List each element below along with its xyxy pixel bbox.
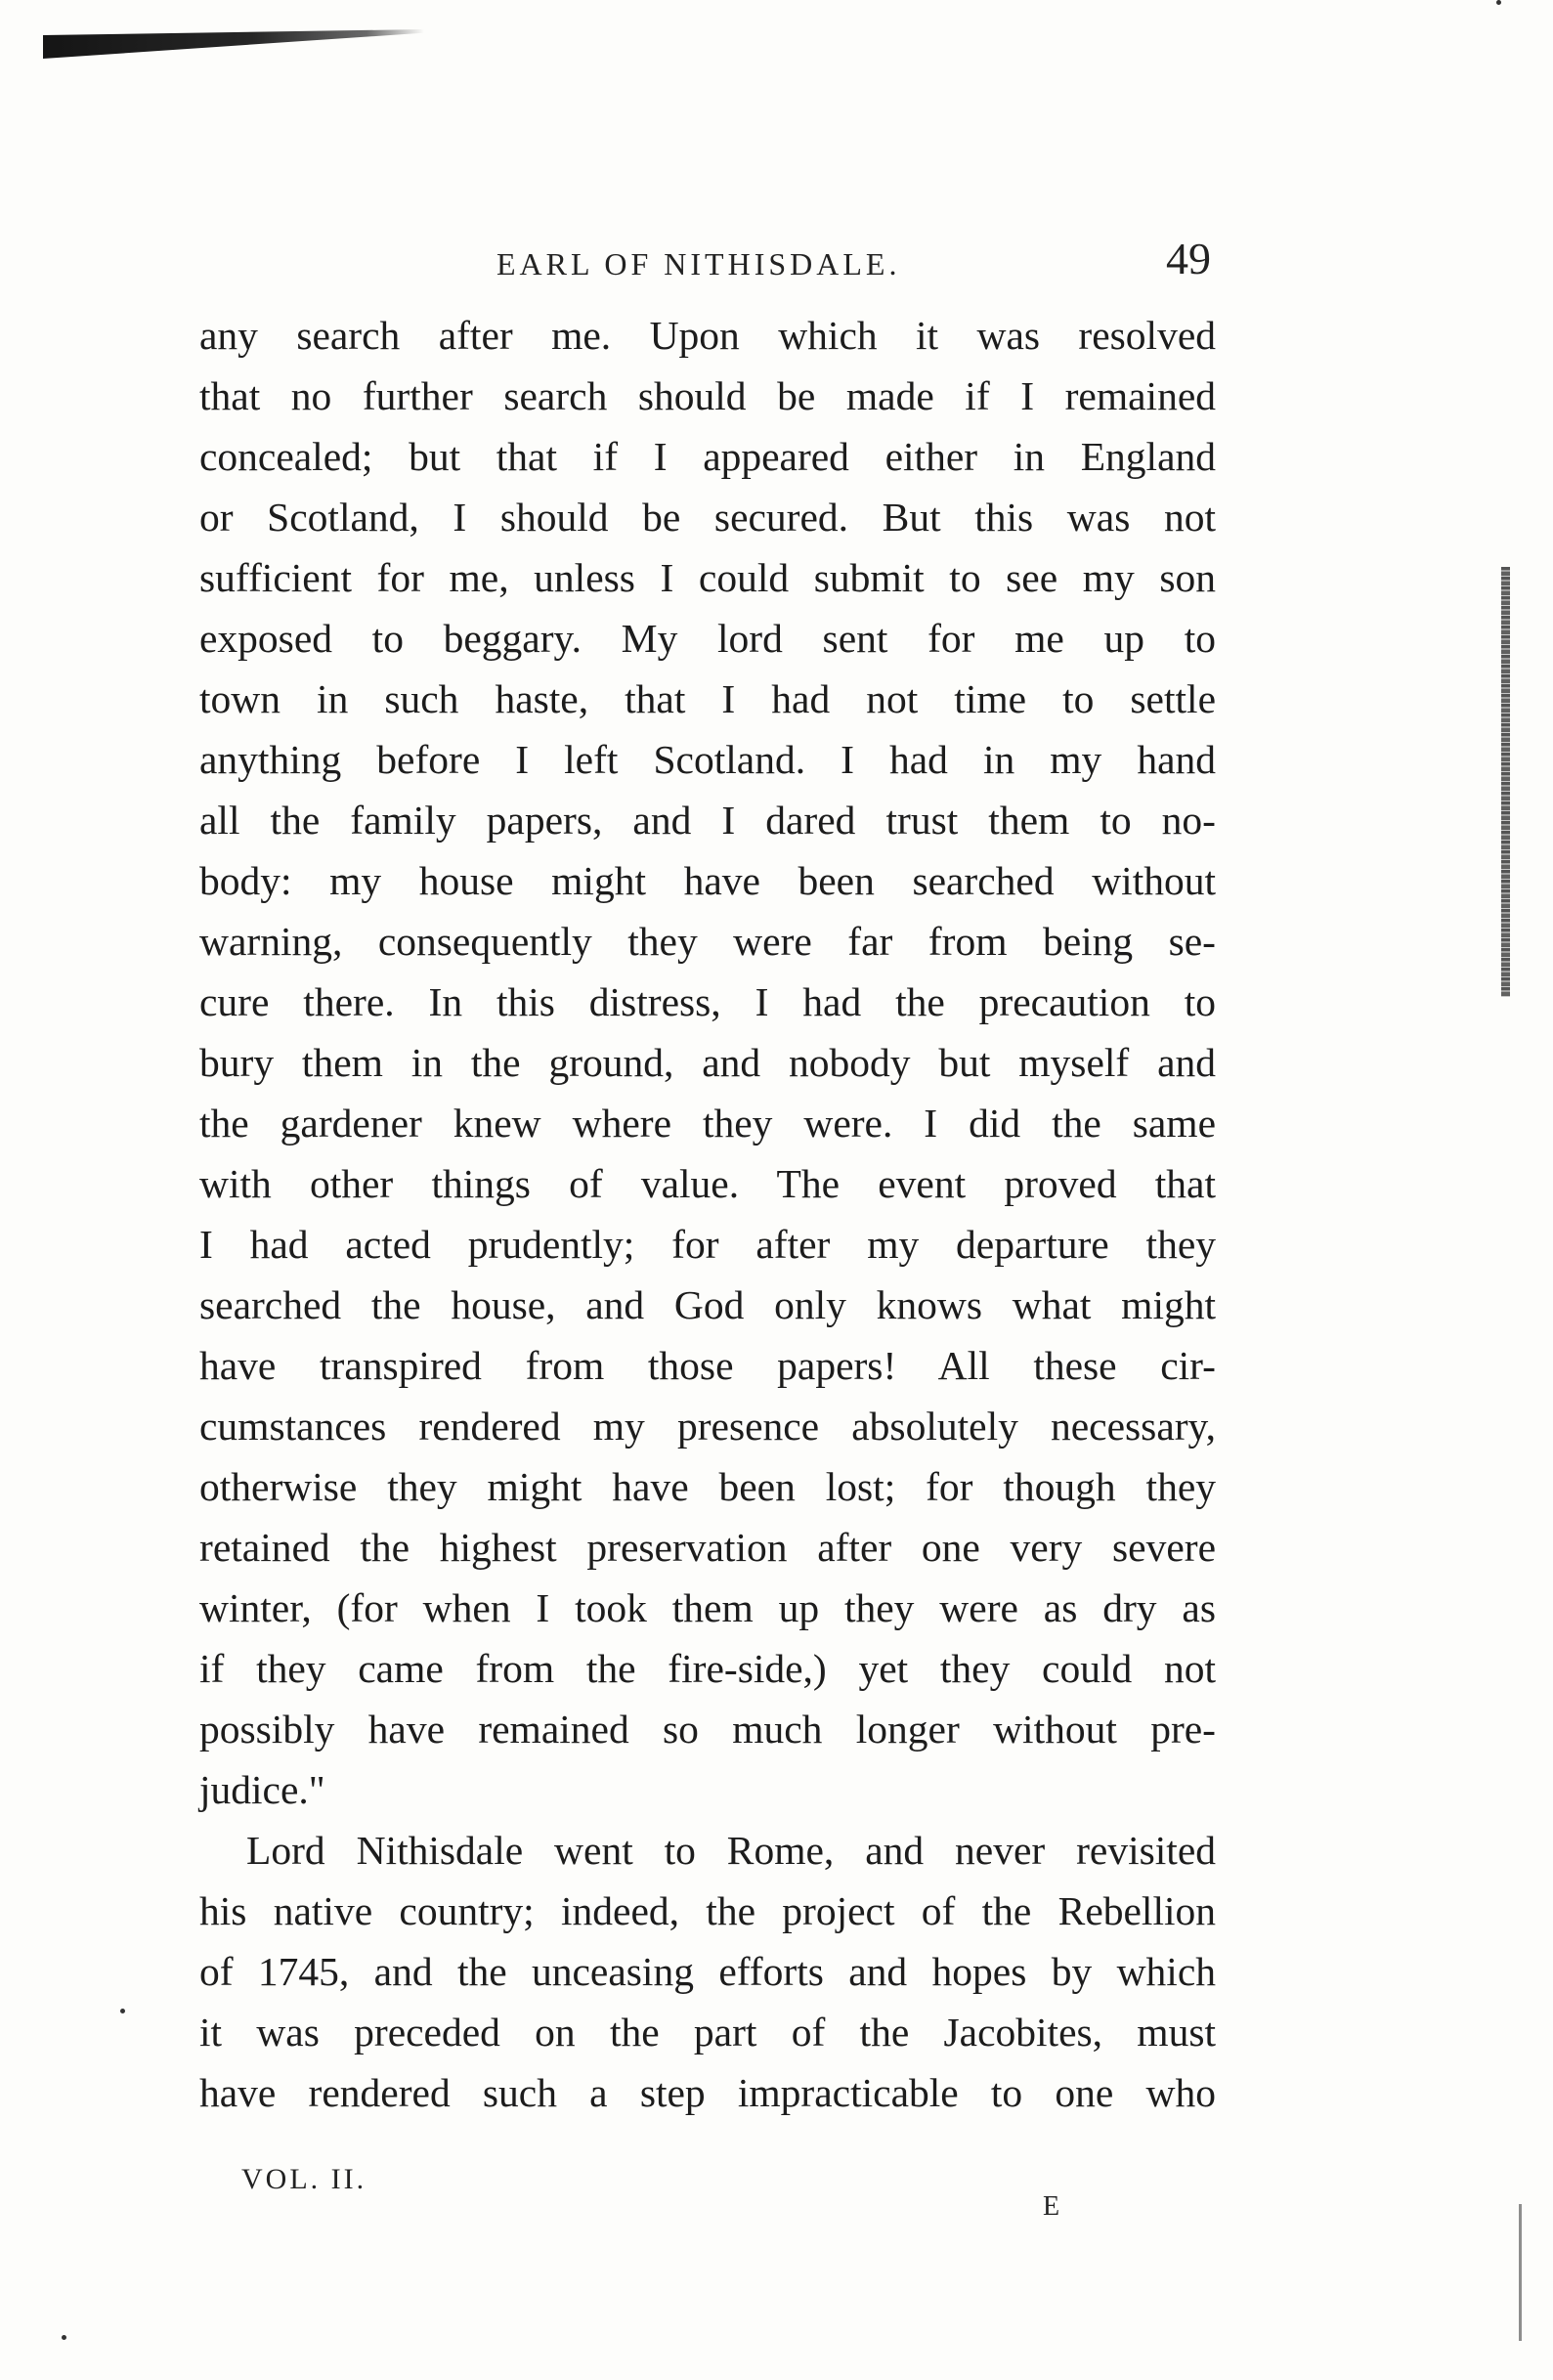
text-line: bury them in the ground, and nobody but myself and — [199, 1040, 1216, 1085]
scan-artifact-dot — [120, 2009, 125, 2013]
text-line: I had acted prudently; for after my departure they — [199, 1222, 1216, 1267]
text-line: otherwise they might have been lost; for though they — [199, 1464, 1216, 1509]
text-line: of 1745, and the unceasing efforts and hopes by which — [199, 1949, 1216, 1994]
scan-artifact-streak — [1501, 567, 1510, 997]
paragraph — [199, 305, 1216, 1820]
text-line: Lord Nithisdale went to Rome, and never revisited — [246, 1828, 1216, 1873]
text-line: judice." — [199, 1767, 325, 1812]
text-line: the gardener knew where they were. I did the same — [199, 1101, 1216, 1146]
text-line: it was preceded on the part of the Jacobites, must — [199, 2010, 1216, 2055]
text-line: or Scotland, I should be secured. But this was not — [199, 495, 1216, 540]
page-number: 49 — [1166, 234, 1211, 283]
text-line: body: my house might have been searched without — [199, 858, 1216, 903]
text-line: exposed to beggary. My lord sent for me up to — [199, 616, 1216, 661]
signature-mark: E — [1043, 2191, 1060, 2222]
text-line: retained the highest preservation after one very severe — [199, 1525, 1216, 1570]
text-line: concealed; but that if I appeared either in England — [199, 434, 1216, 479]
text-line: that no further search should be made if I remained — [199, 373, 1216, 418]
text-line: anything before I left Scotland. I had in my hand — [199, 737, 1216, 782]
scan-artifact-bar — [43, 29, 424, 59]
text-line: if they came from the fire-side,) yet they could not — [199, 1646, 1216, 1691]
running-head-title: EARL OF NITHISDALE. — [496, 246, 901, 281]
running-head — [0, 234, 1553, 295]
text-line: any search after me. Upon which it was resolved — [199, 313, 1216, 358]
text-line: possibly have remained so much longer without pre- — [199, 1707, 1216, 1752]
scan-artifact-edge — [1519, 2204, 1522, 2341]
text-line: cumstances rendered my presence absolutely necessary, — [199, 1404, 1216, 1449]
text-line: his native country; indeed, the project of the Rebellion — [199, 1888, 1216, 1933]
text-line: searched the house, and God only knows what might — [199, 1282, 1216, 1327]
text-line: have transpired from those papers! All these cir- — [199, 1343, 1216, 1388]
text-line: warning, consequently they were far from being se- — [199, 919, 1216, 964]
text-line: sufficient for me, unless I could submit to see my son — [199, 555, 1216, 600]
scan-artifact-dot — [62, 2335, 66, 2340]
volume-label: VOL. II. — [241, 2163, 367, 2195]
text-line: have rendered such a step impracticable to one who — [199, 2070, 1216, 2115]
text-line: with other things of value. The event proved that — [199, 1161, 1216, 1206]
text-line: all the family papers, and I dared trust them to no- — [199, 798, 1216, 843]
text-line: town in such haste, that I had not time to settle — [199, 676, 1216, 721]
scan-artifact-dot — [1496, 0, 1501, 5]
body-text — [199, 305, 1216, 2123]
text-line: winter, (for when I took them up they were as dry as — [199, 1585, 1216, 1630]
paragraph — [199, 1820, 1216, 2123]
text-line: cure there. In this distress, I had the precaution to — [199, 979, 1216, 1024]
